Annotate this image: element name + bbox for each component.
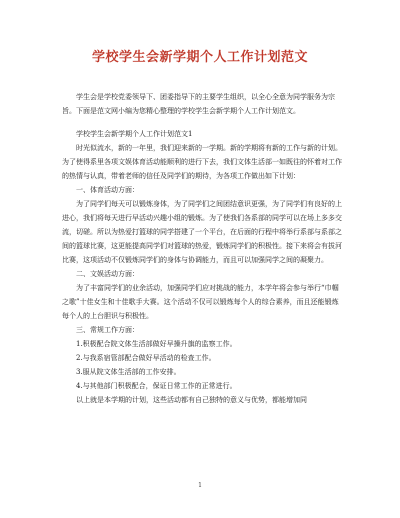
subheading-routine: 三、常规工作方面： (76, 326, 139, 334)
body-paragraph: 为了同学们每天可以锻炼身体，为了同学们之间团结意识更强，为了同学们有良好的上进心，我们将每天进行早活动兴趣小组的锻炼。为了使我们各系部的同学可以在场上多多交流，切磋。所以为热爱打篮球的同学搭建了一个平台，在后面的行程中将举行系部与系部之间的篮球比赛，这更能提高同学们对篮球的热爱，锻炼同学们的积极性。接下来将会有拔河比赛，这项活动不仅锻炼同学们的身体与协调能力，而且可以加强同学之间的凝聚力。 (62, 200, 342, 264)
list-item: 1.积极配合院文体生活部做好早操升旗的监察工作。 (76, 340, 237, 348)
list-item: 4.与其他部门积极配合，保证日常工作的正常进行。 (76, 382, 237, 390)
page-number: 1 (198, 482, 202, 489)
section-heading: 学校学生会新学期个人工作计划范文1 (76, 130, 193, 138)
list-item: 2.与我系宿管部配合做好早活动的检查工作。 (76, 354, 216, 362)
body-paragraph: 为了丰富同学们的业余活动，加强同学们应对挑战的能力，本学年将会参与举行“巾帼之歌”十佳女生和十佳歌手大赛。这个活动不仅可以锻炼每个人的综合素养，而且还能锻炼每个人的上台胆识与积极性。 (62, 284, 339, 320)
list-item: 3.服从院文体生活部的工作安排。 (76, 368, 181, 376)
subheading-sports: 一、体育活动方面： (76, 186, 139, 194)
subheading-entertainment: 二、文娱活动方面： (76, 270, 139, 278)
closing-paragraph: 以上就是本学期的计划，这些活动都有自己独特的意义与优势，都能增加同 (76, 396, 307, 404)
document-title: 学校学生会新学期个人工作计划范文 (91, 50, 308, 65)
document-body (62, 90, 342, 407)
body-paragraph: 时光似流水，新的一年里，我们迎来新的一学期。新的学期将有新的工作与新的计划。为了使得系里各项文娱体育活动能顺利的进行下去，我们文体生活部一如既往的怀着对工作的热情与认真，带着老师的信任及同学们的期待，为各项工作做出如下计划： (62, 144, 342, 180)
intro-paragraph: 学生会是学校党委领导下、团委指导下的主要学生组织，以全心全意为同学服务为宗旨。下面是范文网小编为您精心整理的学校学生会新学期个人工作计划范文。 (62, 93, 335, 115)
